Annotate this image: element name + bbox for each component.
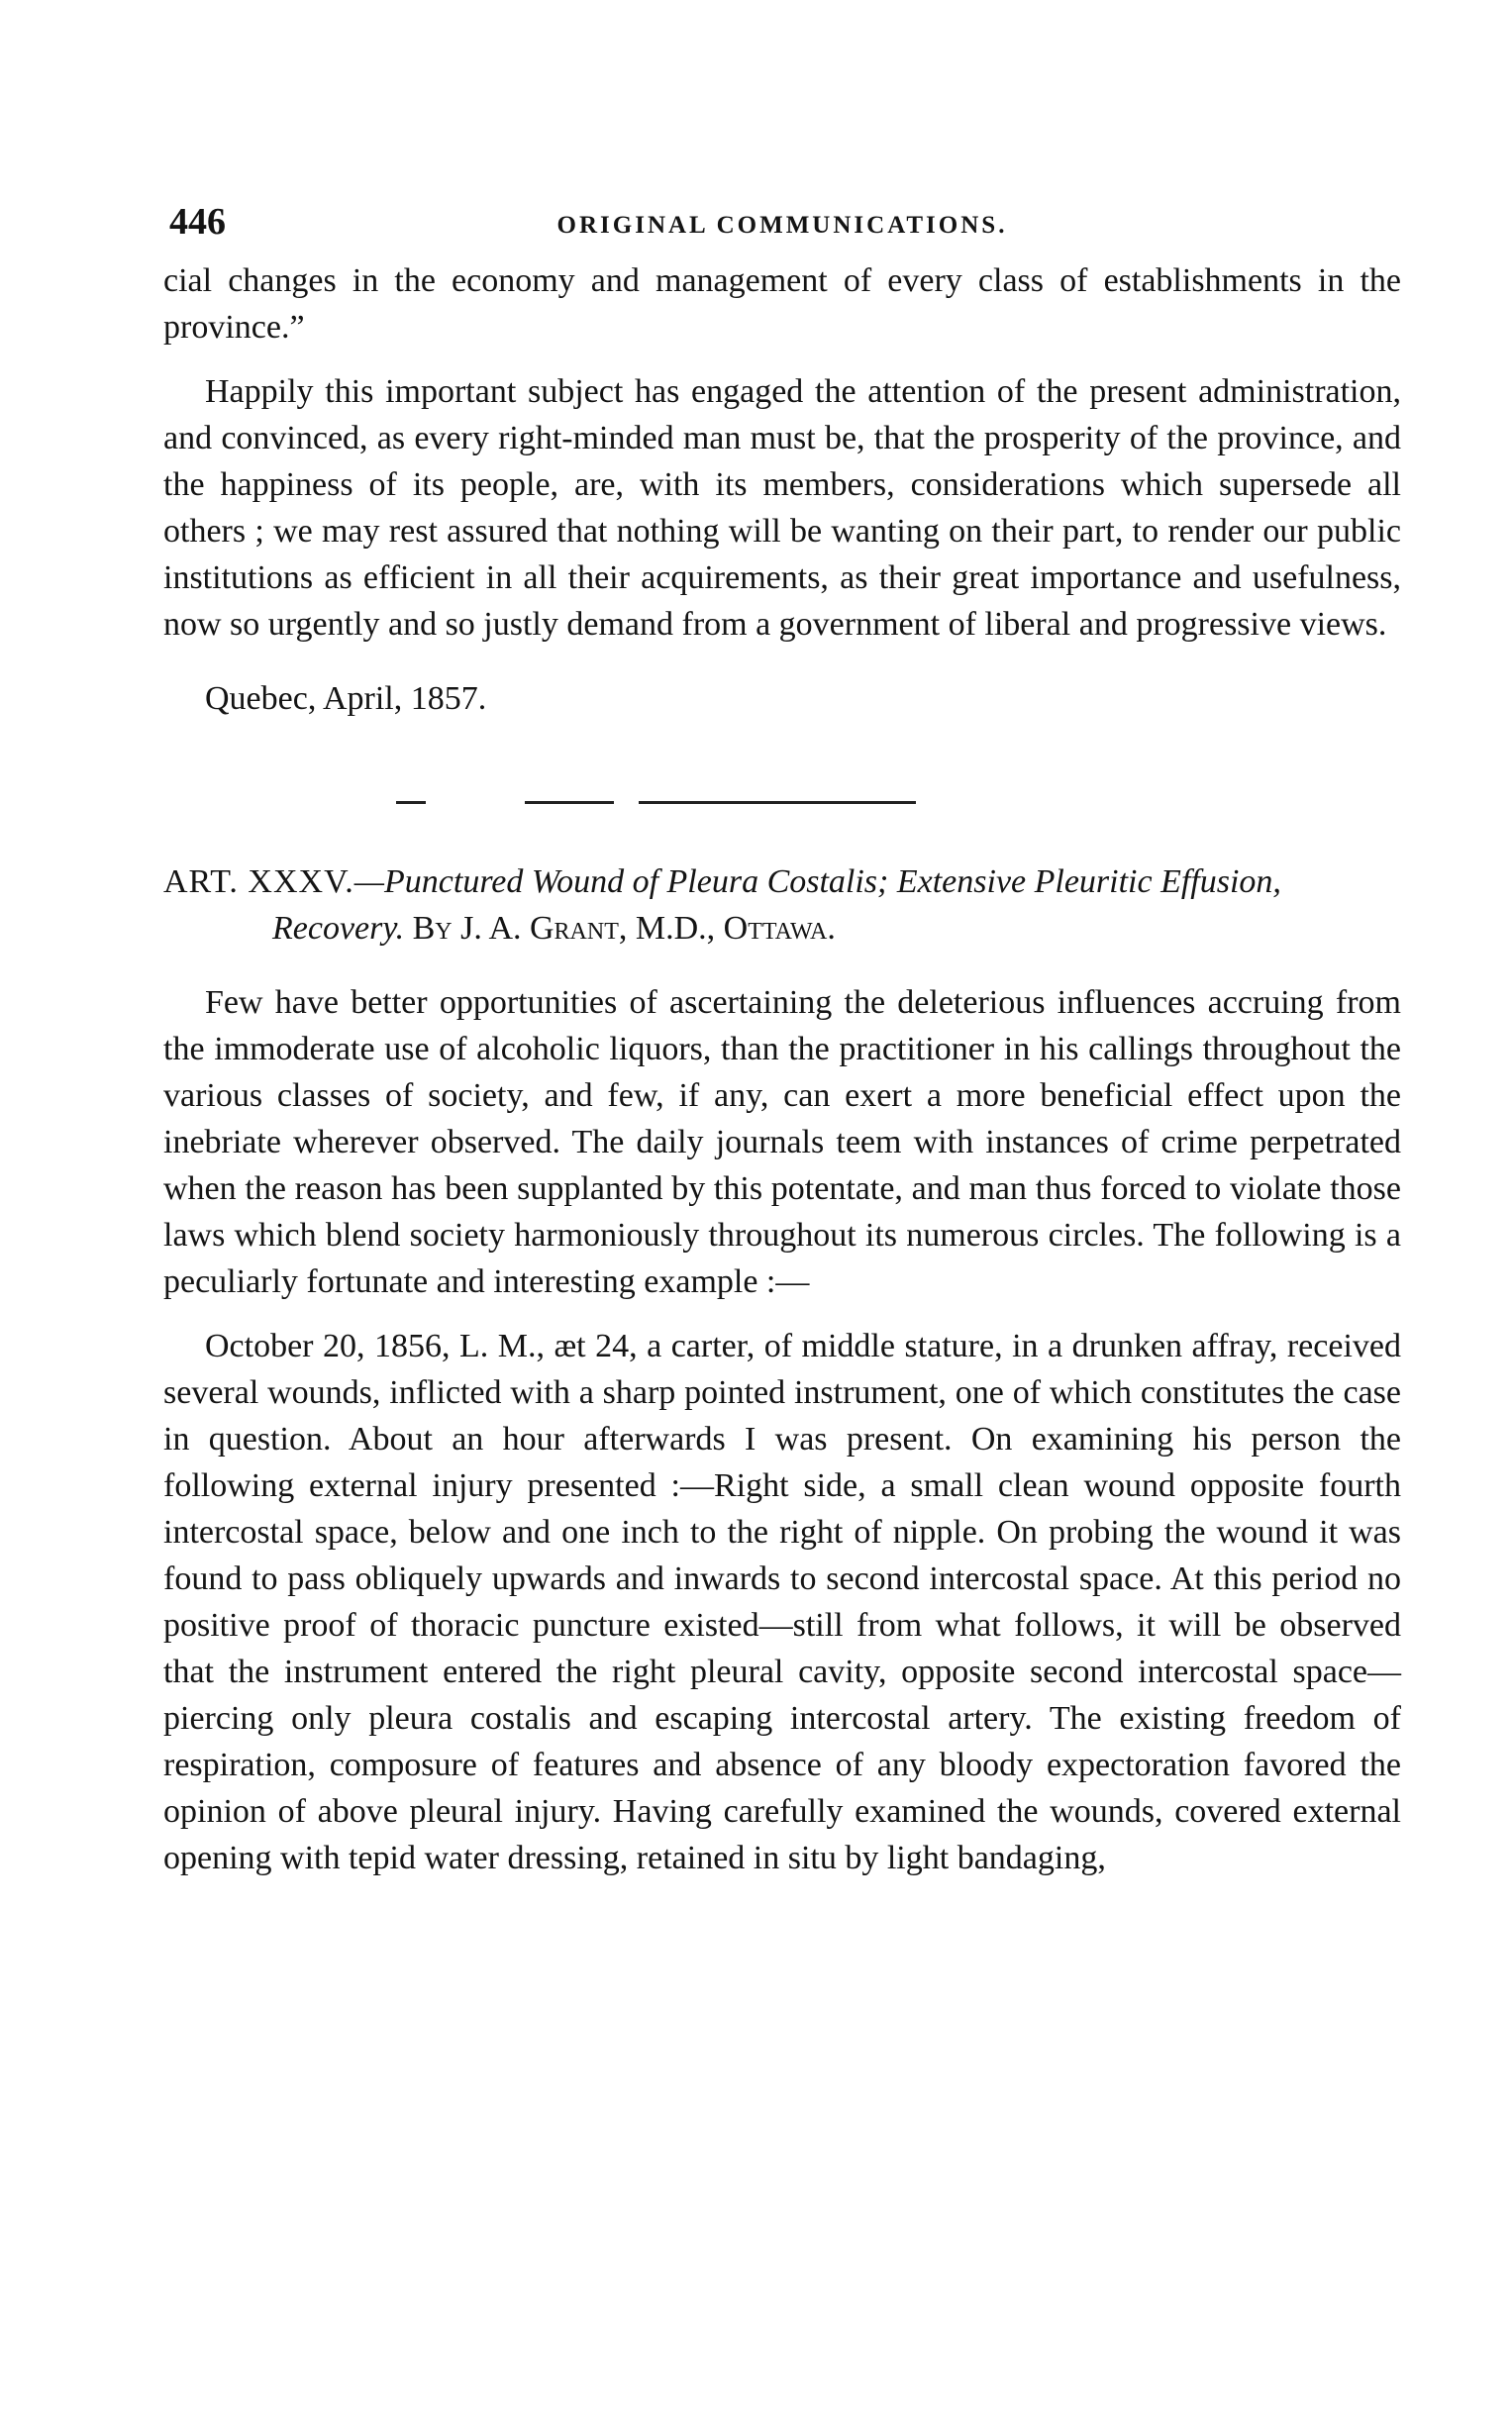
section-divider (163, 801, 1401, 807)
article-number: ART. XXXV. (163, 863, 354, 900)
dateline: Quebec, April, 1857. (205, 680, 487, 717)
page-number: 446 (169, 201, 226, 243)
article-heading (163, 858, 1401, 952)
book-page (163, 198, 1401, 1899)
paragraph: October 20, 1856, L. M., æt 24, a carter, of middle stature, in a drunken affray, received several wounds, inflicted with a sharp pointed instrument, one of which constitutes the case in question. About an hour afterwards I was present. On examining his person the following external injury presented :—Right side, a small clean wound opposite fourth intercostal space, below and one inch to the right of nipple. On probing the wound it was found to pass obliquely upwards and inwards to second intercostal space. At this period no positive proof of thoracic puncture existed—still from what follows, it will be observed that the instrument entered the right pleural cavity, opposite second intercostal space—piercing only pleura costalis and escaping intercostal artery. The existing freedom of respiration, composure of features and absence of any bloody expectoration favored the opinion of above pleural injury. Having carefully examined the wounds, covered external opening with tepid water dressing, retained in situ by light bandaging, (163, 1328, 1401, 1876)
article-body (163, 979, 1401, 1881)
running-head: ORIGINAL COMMUNICATIONS. (556, 212, 1008, 239)
paragraph: Happily this important subject has engaged the attention of the present administration, and convinced, as every right-minded man must be, that the prosperity of the province, and the happiness of its people, are, with its members, considerations which supersede all others ; we may rest assured that nothing will be wanting on their part, to render our public institutions as efficient in all their acquirements, as their great importance and usefulness, now so urgently and so justly demand from a government of liberal and progressive views. (163, 373, 1401, 643)
paragraph: cial changes in the economy and management of every class of establishments in the province.” (163, 262, 1401, 346)
article-byline: By J. A. Grant, M.D., Ottawa. (404, 910, 836, 947)
paragraph: Few have better opportunities of ascertaining the deleterious influences accruing from the immoderate use of alcoholic liquors, than the practitioner in his callings throughout the various classes of society, and few, if any, can exert a more beneficial effect upon the inebriate wherever observed. The daily journals teem with instances of crime perpetrated when the reason has been supplanted by this potentate, and man thus forced to violate those laws which blend society harmoniously throughout its numerous circles. The following is a peculiarly fortunate and interesting example :— (163, 984, 1401, 1300)
section-continuation (163, 257, 1401, 648)
article-title: —Punctured Wound of Pleura Costalis; Extensive Pleuritic Effusion, Recovery. (272, 863, 1281, 947)
page-header (163, 198, 1401, 257)
